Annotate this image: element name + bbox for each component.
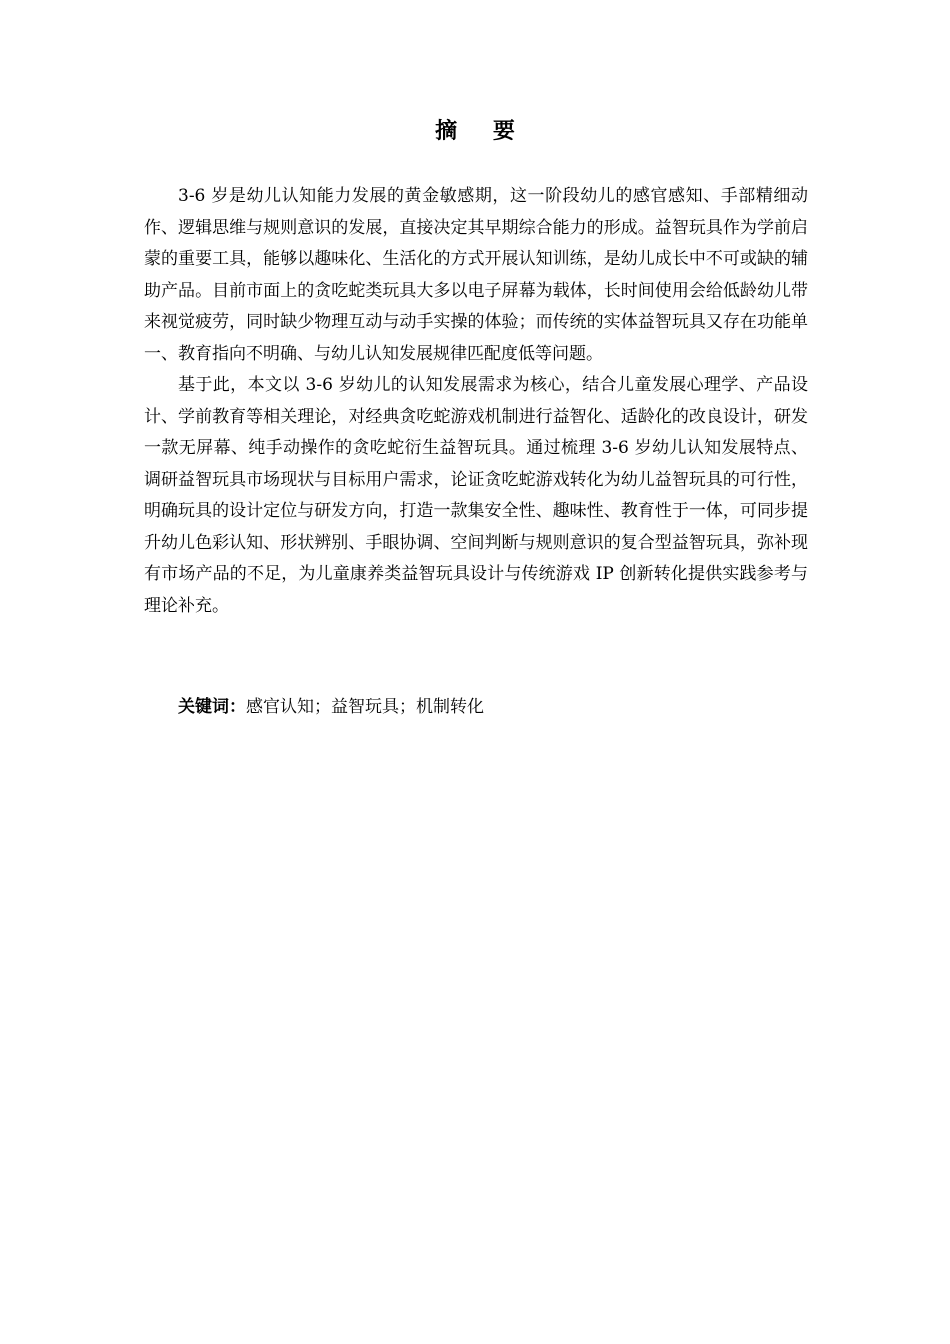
abstract-paragraph-1: 3-6 岁是幼儿认知能力发展的黄金敏感期，这一阶段幼儿的感官感知、手部精细动作、逻辑思维与规则意识的发展，直接决定其早期综合能力的形成。益智玩具作为学前启蒙的重要工具，能够以趣味化、生活化的方式开展认知训练，是幼儿成长中不可或缺的辅助产品。目前市面上的贪吃蛇类玩具大多以电子屏幕为载体，长时间使用会给低龄幼儿带来视觉疲劳，同时缺少物理互动与动手实操的体验；而传统的实体益智玩具又存在功能单一、教育指向不明确、与幼儿认知发展规律匹配度低等问题。 — [144, 186, 808, 364]
abstract-body — [144, 181, 808, 622]
keywords-label: 关键词： — [178, 697, 246, 717]
abstract-paragraph-2: 基于此，本文以 3-6 岁幼儿的认知发展需求为核心，结合儿童发展心理学、产品设计、学前教育等相关理论，对经典贪吃蛇游戏机制进行益智化、适龄化的改良设计，研发一款无屏幕、纯手动操作的贪吃蛇衍生益智玩具。通过梳理 3-6 岁幼儿认知发展特点、调研益智玩具市场现状与目标用户需求，论证贪吃蛇游戏转化为幼儿益智玩具的可行性，明确玩具的设计定位与研发方向，打造一款集安全性、趣味性、教育性于一体，可同步提升幼儿色彩认知、形状辨别、手眼协调、空间判断与规则意识的复合型益智玩具，弥补现有市场产品的不足，为儿童康养类益智玩具设计与传统游戏 IP 创新转化提供实践参考与理论补充。 — [144, 375, 808, 616]
keywords-value: 感官认知；益智玩具；机制转化 — [246, 697, 484, 717]
abstract-title: 摘 要 — [435, 119, 529, 144]
keywords-line — [178, 692, 484, 722]
